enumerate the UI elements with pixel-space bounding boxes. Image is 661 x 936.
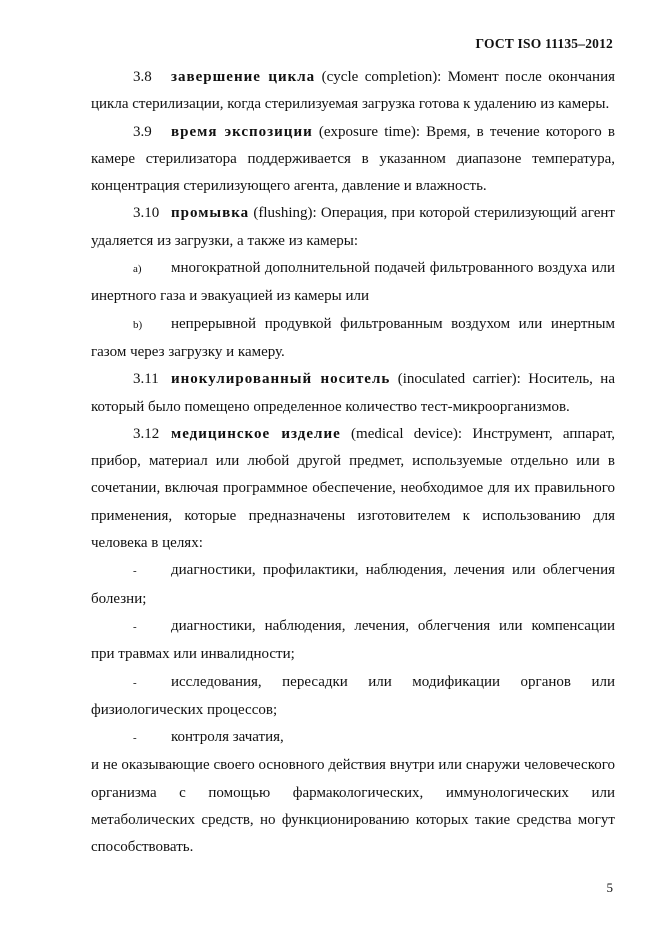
clause-number: 3.9 bbox=[133, 123, 152, 140]
list-marker: a) bbox=[133, 263, 142, 276]
clause-number: 3.10 bbox=[133, 205, 160, 222]
list-item-text: контроля зачатия, bbox=[171, 729, 284, 746]
list-item bbox=[91, 669, 615, 725]
definition-3-10 bbox=[91, 200, 615, 255]
list-item-text: диагностики, профилактики, наблюдения, лечения или облегчения болезни; bbox=[91, 562, 615, 607]
list-item-text: исследования, пересадки или модификации органов или физиологических процессов; bbox=[91, 673, 615, 718]
term: инокулированный носитель bbox=[171, 371, 391, 388]
definition-3-12 bbox=[91, 421, 615, 557]
list-item bbox=[91, 613, 615, 669]
list-marker: - bbox=[133, 565, 137, 578]
term: промывка bbox=[171, 205, 250, 222]
clause-number: 3.8 bbox=[133, 69, 152, 85]
page-number: 5 bbox=[606, 880, 613, 895]
definition-3-9 bbox=[91, 119, 615, 201]
definition-text: (cycle completion): Момент после окончания цикла стерилизации, когда стерилизуемая загрузка готова к удалению из камеры. bbox=[91, 69, 615, 113]
definition-text: (flushing): Операция, при которой стерилизующий агент удаляется из загрузки, а также из камеры: bbox=[91, 205, 615, 249]
document-header: ГОСТ ISO 11135–2012 bbox=[475, 36, 613, 51]
definition-text: (medical device): Инструмент, аппарат, прибор, материал или любой другой предмет, используемые отдельно или в сочетании, включая программное обеспечение, необходимое для их правильного применения, которые предназначены изготовителем к использованию для человека в целях: bbox=[91, 425, 615, 552]
clause-number: 3.12 bbox=[133, 425, 160, 442]
list-item bbox=[91, 255, 615, 311]
definition-3-11 bbox=[91, 366, 615, 421]
list-item-text: диагностики, наблюдения, лечения, облегчения или компенсации при травмах или инвалидности; bbox=[91, 617, 615, 663]
list-marker: - bbox=[133, 732, 137, 745]
definition-3-8 bbox=[91, 64, 615, 119]
term: медицинское изделие bbox=[171, 425, 341, 442]
term: время экспозиции bbox=[171, 123, 313, 140]
closing-paragraph: и не оказывающие своего основного действия внутри или снаружи человеческого организма с помощью фармакологических, иммунологических или метаболических средств, но функционированию которых такие средства могут способствовать. bbox=[91, 757, 615, 856]
definition-text: (exposure time): Время, в течение которого в камере стерилизатора поддерживается в указанном диапазоне температура, концентрация стерилизующего агента, давление и влажность. bbox=[91, 123, 615, 195]
list-marker: b) bbox=[133, 318, 143, 331]
list-item bbox=[91, 724, 615, 752]
document-body bbox=[91, 64, 615, 862]
list-item-text: многократной дополнительной подачей фильтрованного воздуха или инертного газа и эвакуацией из камеры или bbox=[91, 260, 615, 305]
definition-text: (inoculated carrier): Носитель, на который было помещено определенное количество тест-микроорганизмов. bbox=[91, 371, 615, 415]
list-marker: - bbox=[133, 676, 137, 689]
list-marker: - bbox=[133, 620, 137, 633]
clause-number: 3.11 bbox=[133, 371, 159, 388]
list-item-text: непрерывной продувкой фильтрованным воздухом или инертным газом через загрузку и камеру. bbox=[91, 315, 615, 360]
list-item bbox=[91, 557, 615, 613]
term: завершение цикла bbox=[171, 69, 316, 85]
list-item bbox=[91, 311, 615, 367]
